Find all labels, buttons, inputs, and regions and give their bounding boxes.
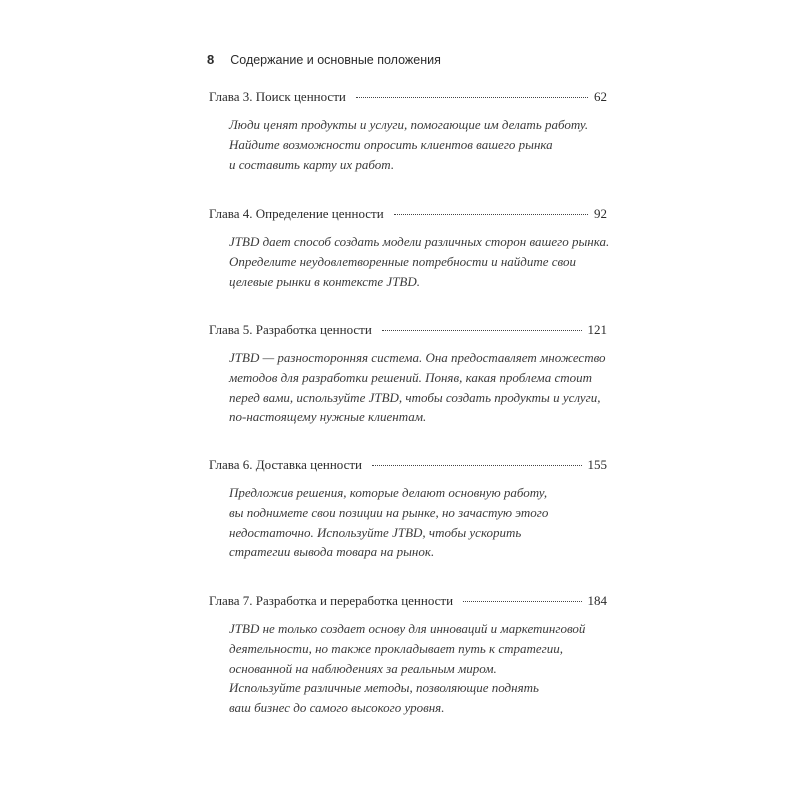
summary-line: Найдите возможности опросить клиентов вашего рынка	[229, 136, 553, 152]
toc-line	[209, 457, 607, 473]
chapter-summary	[229, 483, 607, 562]
summary-line: ваш бизнес до самого высокого уровня.	[229, 700, 445, 716]
chapter-summary	[229, 232, 610, 291]
summary-line: Определите неудовлетворенные потребности и найдите свои	[229, 253, 577, 269]
dot-leader	[463, 600, 581, 602]
summary-line: стратегии вывода товара на рынок.	[229, 544, 435, 560]
chapter-title: Глава 4. Определение ценности	[209, 206, 384, 221]
summary-line: JTBD не только создает основу для инноваций и маркетинговой	[229, 621, 586, 636]
summary-line: Люди ценят продукты и услуги, помогающие им делать работу.	[229, 117, 589, 132]
page-number: 8	[207, 52, 215, 67]
summary-line: основанной на наблюдениях за реальным миром.	[229, 660, 497, 676]
chapter-summary	[229, 115, 607, 174]
running-head	[207, 52, 441, 67]
chapter-summary	[229, 619, 607, 718]
chapter-page-number: 184	[587, 593, 607, 608]
dot-leader	[372, 464, 581, 466]
chapter-title: Глава 3. Поиск ценности	[209, 89, 346, 104]
summary-line: Предложив решения, которые делают основную работу,	[229, 485, 548, 500]
summary-line: и составить карту их работ.	[229, 156, 395, 172]
chapter-summary	[229, 348, 607, 427]
summary-line: JTBD дает способ создать модели различных сторон вашего рынка.	[229, 234, 610, 249]
summary-line: JTBD — разносторонняя система. Она предоставляет множество	[229, 350, 606, 365]
toc-line	[209, 89, 607, 105]
toc-entry-chapter-5	[209, 322, 607, 427]
chapter-page-number: 155	[587, 457, 607, 472]
toc-line	[209, 593, 607, 609]
chapter-page-number: 62	[594, 89, 607, 104]
toc-entry-chapter-4	[209, 206, 610, 291]
dot-leader	[382, 329, 582, 331]
summary-line: перед вами, используйте JTBD, чтобы создать продукты и услуги,	[229, 389, 601, 405]
summary-line: целевые рынки в контексте JTBD.	[229, 273, 421, 289]
toc-line	[209, 206, 607, 222]
chapter-title: Глава 7. Разработка и переработка ценности	[209, 593, 454, 608]
chapter-page-number: 121	[587, 322, 607, 337]
summary-line: по-настоящему нужные клиентам.	[229, 409, 427, 425]
chapter-title: Глава 5. Разработка ценности	[209, 322, 372, 337]
summary-line: недостаточно. Используйте JTBD, чтобы ускорить	[229, 524, 522, 540]
summary-line: вы поднимете свои позиции на рынке, но зачастую этого	[229, 504, 549, 520]
summary-line: деятельности, но также прокладывает путь к стратегии,	[229, 640, 563, 656]
toc-entry-chapter-3	[209, 89, 607, 174]
dot-leader	[394, 213, 588, 215]
chapter-page-number: 92	[594, 206, 607, 221]
toc-line	[209, 322, 607, 338]
toc-entry-chapter-6	[209, 457, 607, 562]
chapter-title: Глава 6. Доставка ценности	[209, 457, 363, 472]
running-title: Содержание и основные положения	[230, 53, 441, 67]
dot-leader	[356, 96, 588, 98]
summary-line: методов для разработки решений. Поняв, какая проблема стоит	[229, 369, 592, 385]
summary-line: Используйте различные методы, позволяющие поднять	[229, 680, 539, 696]
toc-entry-chapter-7	[209, 593, 607, 718]
